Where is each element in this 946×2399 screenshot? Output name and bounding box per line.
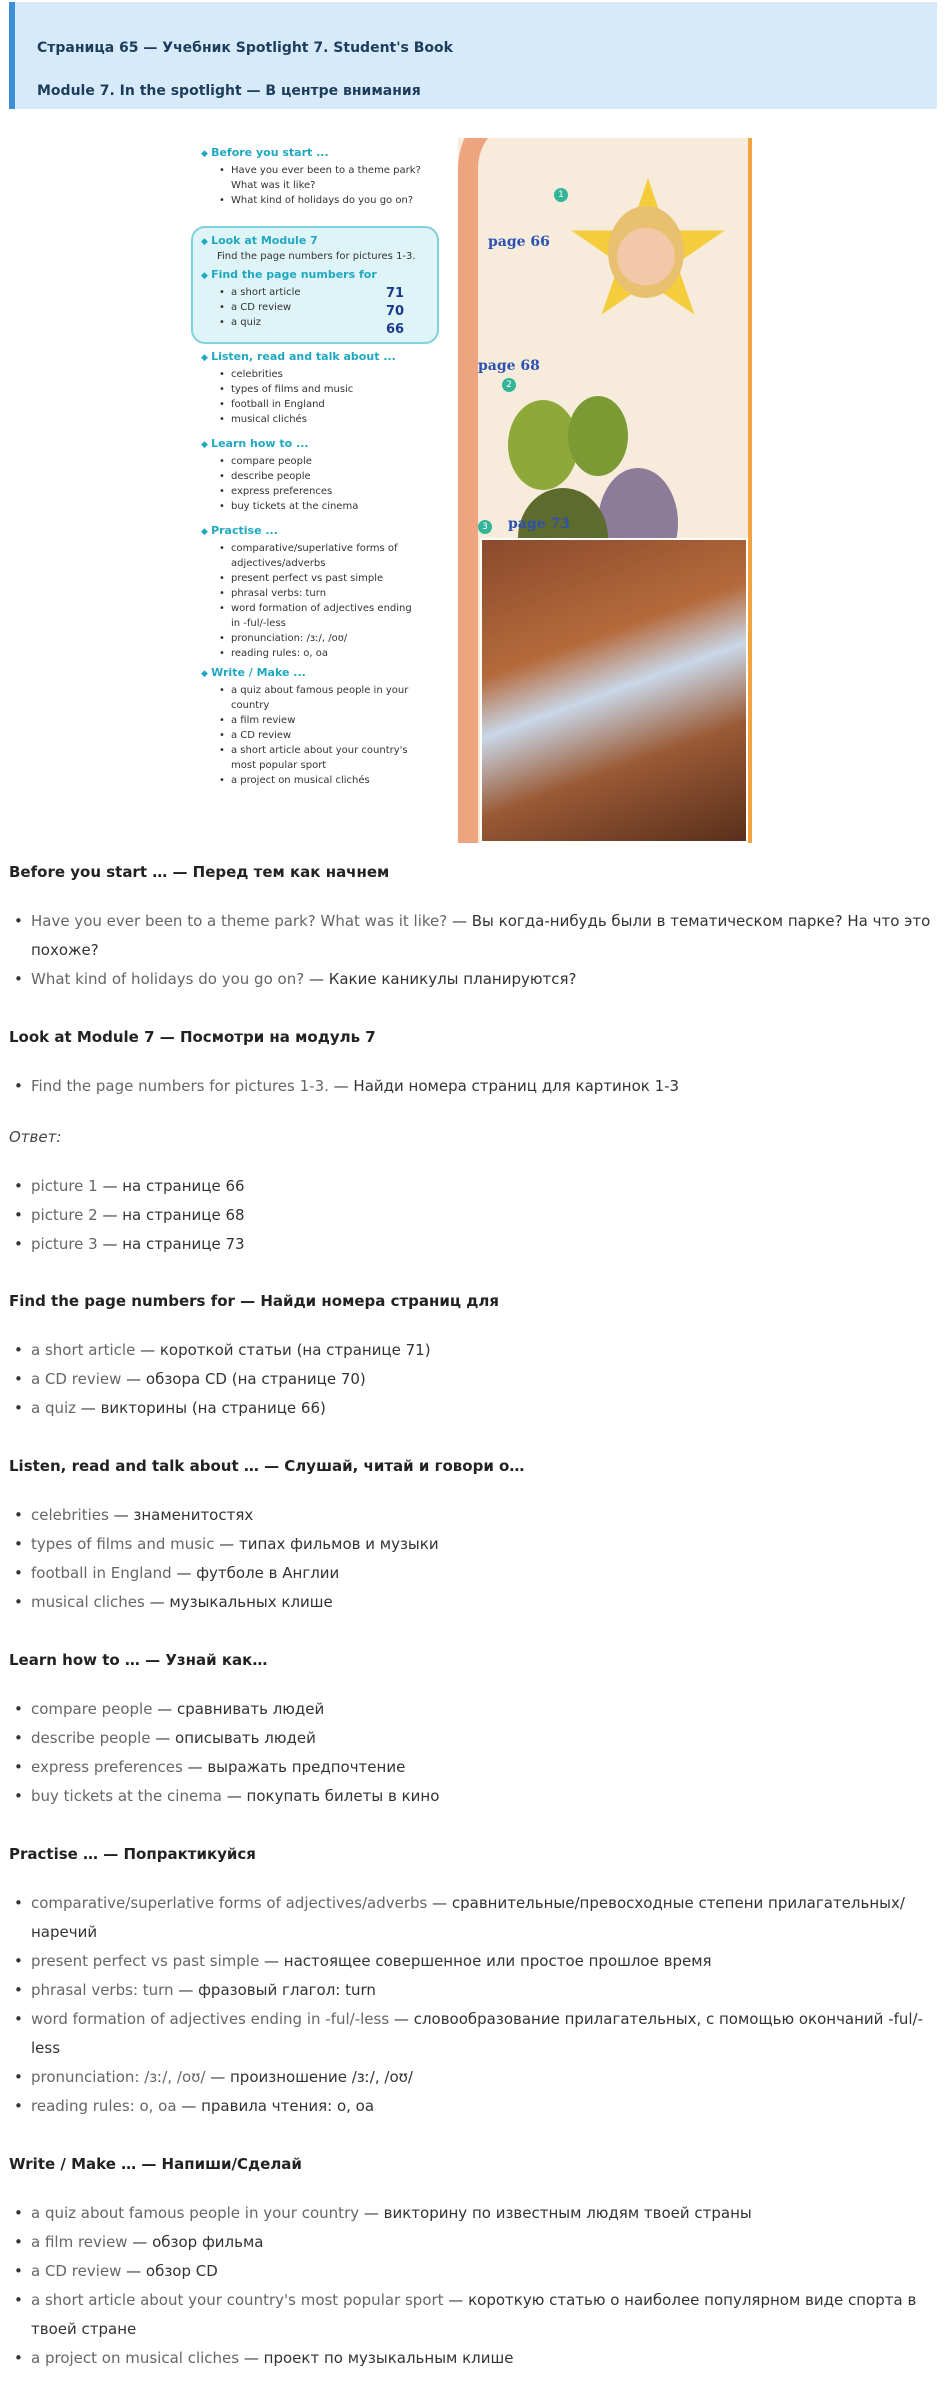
- book-write-item: • a project on musical clichés: [231, 773, 408, 788]
- item-ru: — сравнивать людей: [152, 1700, 325, 1718]
- list-item: [31, 1947, 937, 1976]
- book-practise-item-cont: [231, 616, 412, 631]
- book-learn-heading: ◆ Learn how to ...: [201, 437, 358, 450]
- item-ru: — произношение /ɜː/, /oʊ/: [205, 2068, 413, 2086]
- book-write-heading: ◆ Write / Make ...: [201, 666, 408, 679]
- book-practise-item: • phrasal verbs: turn: [231, 586, 412, 601]
- item-ru: — на странице 73: [97, 1235, 245, 1253]
- item-en: compare people: [31, 1700, 153, 1718]
- item-en: phrasal verbs: turn: [31, 1981, 174, 1999]
- book-find-item: • a quiz: [231, 315, 441, 330]
- list-item: [31, 2257, 937, 2286]
- book-write-item-cont-text: most popular sport: [231, 760, 327, 771]
- item-ru: — описывать людей: [150, 1729, 316, 1747]
- list-item: [31, 1172, 937, 1201]
- book-practise-item: • word formation of adjectives ending: [231, 601, 412, 616]
- item-ru: — обзор CD: [121, 2262, 218, 2280]
- module-title: Module 7. In the spotlight — В центре внимания: [37, 83, 421, 99]
- item-en: a CD review: [31, 2262, 122, 2280]
- item-ru: — короткой статьи (на странице 71): [135, 1341, 431, 1359]
- celebrity-photo: [608, 206, 684, 298]
- textbook-contents-column: [187, 138, 467, 843]
- item-en: present perfect vs past simple: [31, 1952, 260, 1970]
- book-learn-item: • describe people: [231, 469, 358, 484]
- book-look-heading: ◆ Look at Module 7: [201, 234, 416, 247]
- list-item: [31, 2344, 937, 2373]
- list-item: [31, 1501, 937, 1530]
- book-listen-item: • celebrities: [231, 367, 396, 382]
- item-ru: — на странице 66: [97, 1177, 245, 1195]
- book-practise-heading: ◆ Practise ...: [201, 524, 412, 537]
- item-en: What kind of holidays do you go on?: [31, 970, 305, 988]
- cartoon-character: [508, 400, 578, 490]
- book-write-item: • a film review: [231, 713, 408, 728]
- book-learn-item: • compare people: [231, 454, 358, 469]
- page-label-68: page 68: [478, 358, 540, 374]
- book-write-item: • a short article about your country's: [231, 743, 408, 758]
- section-heading-find: Find the page numbers for — Найди номера страниц для: [9, 1292, 499, 1310]
- page-label-73: page 73: [508, 516, 570, 532]
- item-ru: — короткую статью о наиболее популярном виде спорта в твоей стране: [31, 2291, 917, 2338]
- section-list-write: [9, 2199, 937, 2373]
- book-write-item: • a quiz about famous people in your: [231, 683, 408, 698]
- book-listen-heading: ◆ Listen, read and talk about ...: [201, 350, 396, 363]
- book-learn-section: [201, 437, 358, 514]
- item-en: a quiz: [31, 1399, 77, 1417]
- book-before-item: • Have you ever been to a theme park?: [231, 163, 421, 178]
- book-find-section: [201, 268, 441, 337]
- item-ru: — обзора CD (на странице 70): [121, 1370, 366, 1388]
- decorative-edge: [748, 138, 752, 843]
- picture-number-badge: 2: [502, 378, 516, 392]
- list-item: [31, 1588, 937, 1617]
- item-ru: — фразовый глагол: turn: [173, 1981, 376, 1999]
- section-list-find: [9, 1336, 937, 1423]
- item-ru: — словообразование прилагательных, с помощью окончаний -ful/-less: [31, 2010, 924, 2057]
- book-practise-item-cont-text: in -ful/-less: [231, 618, 286, 629]
- list-item: [31, 1695, 937, 1724]
- book-write-item-cont-text: country: [231, 700, 270, 711]
- item-en: a quiz about famous people in your country: [31, 2204, 360, 2222]
- book-practise-item: • reading rules: o, oa: [231, 646, 412, 661]
- book-find-num: 70: [386, 304, 405, 319]
- book-practise-section: [201, 524, 412, 661]
- book-write-section: [201, 666, 408, 788]
- list-item: [31, 1394, 937, 1423]
- item-ru: — правила чтения: o, oa: [176, 2097, 375, 2115]
- list-item: [31, 2092, 937, 2121]
- item-en: a film review: [31, 2233, 128, 2251]
- item-en: express preferences: [31, 1758, 183, 1776]
- list-item: [31, 2005, 937, 2063]
- book-write-item-cont: [231, 758, 408, 773]
- book-look-section: [201, 234, 416, 262]
- book-before-item: [231, 178, 421, 193]
- section-list-look: [9, 1072, 937, 1101]
- page-header-banner: [9, 2, 937, 109]
- book-practise-item: • present perfect vs past simple: [231, 571, 412, 586]
- item-ru: — музыкальных клише: [144, 1593, 333, 1611]
- book-practise-item-cont: [231, 556, 412, 571]
- page-label-66: page 66: [488, 234, 550, 250]
- book-look-text: Find the page numbers for pictures 1-3.: [217, 251, 416, 262]
- answer-label: Ответ:: [9, 1128, 62, 1146]
- list-item: [31, 1530, 937, 1559]
- item-en: Have you ever been to a theme park? What was it like?: [31, 912, 448, 930]
- book-practise-item-cont-text: adjectives/adverbs: [231, 558, 326, 569]
- picture-number-badge: 1: [554, 188, 568, 202]
- book-practise-item: • pronunciation: /ɜː/, /oʊ/: [231, 631, 412, 646]
- list-item: [31, 1559, 937, 1588]
- book-before-item: • What kind of holidays do you go on?: [231, 193, 421, 208]
- item-en: types of films and music: [31, 1535, 215, 1553]
- book-find-num: 71: [386, 286, 405, 301]
- cartoon-character: [568, 396, 628, 476]
- book-listen-item: • musical clichés: [231, 412, 396, 427]
- book-write-item: • a CD review: [231, 728, 408, 743]
- item-ru: — Какие каникулы планируются?: [304, 970, 577, 988]
- item-ru: — настоящее совершенное или простое прошлое время: [259, 1952, 712, 1970]
- list-item: [31, 1230, 937, 1259]
- book-learn-item: • express preferences: [231, 484, 358, 499]
- book-before-section: [201, 146, 421, 208]
- list-item: [31, 2228, 937, 2257]
- book-before-item-cont: What was it like?: [231, 180, 316, 191]
- list-item: [31, 1976, 937, 2005]
- item-en: a project on musical cliches: [31, 2349, 240, 2367]
- book-write-item-cont: [231, 698, 408, 713]
- list-item: [31, 1201, 937, 1230]
- section-list-practise: [9, 1889, 937, 2121]
- item-ru: — на странице 68: [97, 1206, 245, 1224]
- section-heading-before: Before you start … — Перед тем как начнем: [9, 863, 390, 881]
- item-en: comparative/superlative forms of adjectives/adverbs: [31, 1894, 428, 1912]
- item-en: picture 2: [31, 1206, 98, 1224]
- item-ru: — Найди номера страниц для картинок 1-3: [328, 1077, 680, 1095]
- book-find-item: • a short article: [231, 285, 441, 300]
- item-ru: — проект по музыкальным клише: [239, 2349, 514, 2367]
- item-ru: — викторины (на странице 66): [76, 1399, 326, 1417]
- list-item: [31, 1072, 937, 1101]
- item-ru: — покупать билеты в кино: [222, 1787, 440, 1805]
- item-en: describe people: [31, 1729, 151, 1747]
- section-heading-listen: Listen, read and talk about … — Слушай, читай и говори о…: [9, 1457, 525, 1475]
- list-item: [31, 1365, 937, 1394]
- textbook-pictures-column: [458, 138, 752, 843]
- book-listen-section: [201, 350, 396, 427]
- list-item: [31, 1889, 937, 1947]
- section-heading-write: Write / Make … — Напиши/Сделай: [9, 2155, 302, 2173]
- answer-list: [9, 1172, 937, 1259]
- item-en: a CD review: [31, 1370, 122, 1388]
- list-item: [31, 2199, 937, 2228]
- item-en: picture 3: [31, 1235, 98, 1253]
- book-before-heading: ◆ Before you start ...: [201, 146, 421, 159]
- item-ru: — сравнительные/превосходные степени прилагательных/наречий: [31, 1894, 905, 1941]
- section-heading-learn: Learn how to … — Узнай как…: [9, 1651, 268, 1669]
- item-en: a short article about your country's most popular sport: [31, 2291, 444, 2309]
- section-heading-look: Look at Module 7 — Посмотри на модуль 7: [9, 1028, 376, 1046]
- item-en: reading rules: o, oa: [31, 2097, 177, 2115]
- list-item: [31, 1336, 937, 1365]
- item-en: pronunciation: /ɜː/, /oʊ/: [31, 2068, 206, 2086]
- item-ru: — типах фильмов и музыки: [214, 1535, 439, 1553]
- item-ru: — обзор фильма: [127, 2233, 264, 2251]
- list-item: [31, 907, 937, 965]
- item-en: word formation of adjectives ending in -ful/-less: [31, 2010, 390, 2028]
- item-en: Find the page numbers for pictures 1-3.: [31, 1077, 329, 1095]
- item-en: a short article: [31, 1341, 136, 1359]
- item-ru: — Вы когда-нибудь были в тематическом парке? На что это похоже?: [31, 912, 931, 959]
- book-learn-item: • buy tickets at the cinema: [231, 499, 358, 514]
- section-heading-practise: Practise … — Попрактикуйся: [9, 1845, 256, 1863]
- item-en: football in England: [31, 1564, 172, 1582]
- list-item: [31, 1724, 937, 1753]
- section-list-before: [9, 907, 937, 994]
- book-find-num: 66: [386, 322, 405, 337]
- list-item: [31, 1782, 937, 1811]
- item-en: celebrities: [31, 1506, 109, 1524]
- item-en: musical cliches: [31, 1593, 145, 1611]
- item-en: buy tickets at the cinema: [31, 1787, 222, 1805]
- page-title: Страница 65 — Учебник Spotlight 7. Student's Book: [37, 40, 453, 56]
- book-find-item: • a CD review: [231, 300, 441, 315]
- pillow-fight-photo: [480, 538, 748, 843]
- item-en: picture 1: [31, 1177, 98, 1195]
- picture-number-badge: 3: [478, 520, 492, 534]
- item-ru: — викторину по известным людям твоей страны: [359, 2204, 752, 2222]
- item-ru: — выражать предпочтение: [182, 1758, 406, 1776]
- section-list-listen: [9, 1501, 937, 1617]
- list-item: [31, 2063, 937, 2092]
- textbook-page-image: [187, 138, 752, 843]
- book-listen-item: • football in England: [231, 397, 396, 412]
- list-item: [31, 2286, 937, 2344]
- item-ru: — футболе в Англии: [171, 1564, 340, 1582]
- list-item: [31, 1753, 937, 1782]
- book-find-heading: ◆ Find the page numbers for: [201, 268, 441, 281]
- list-item: [31, 965, 937, 994]
- section-list-learn: [9, 1695, 937, 1811]
- item-ru: — знаменитостях: [108, 1506, 254, 1524]
- book-listen-item: • types of films and music: [231, 382, 396, 397]
- book-practise-item: • comparative/superlative forms of: [231, 541, 412, 556]
